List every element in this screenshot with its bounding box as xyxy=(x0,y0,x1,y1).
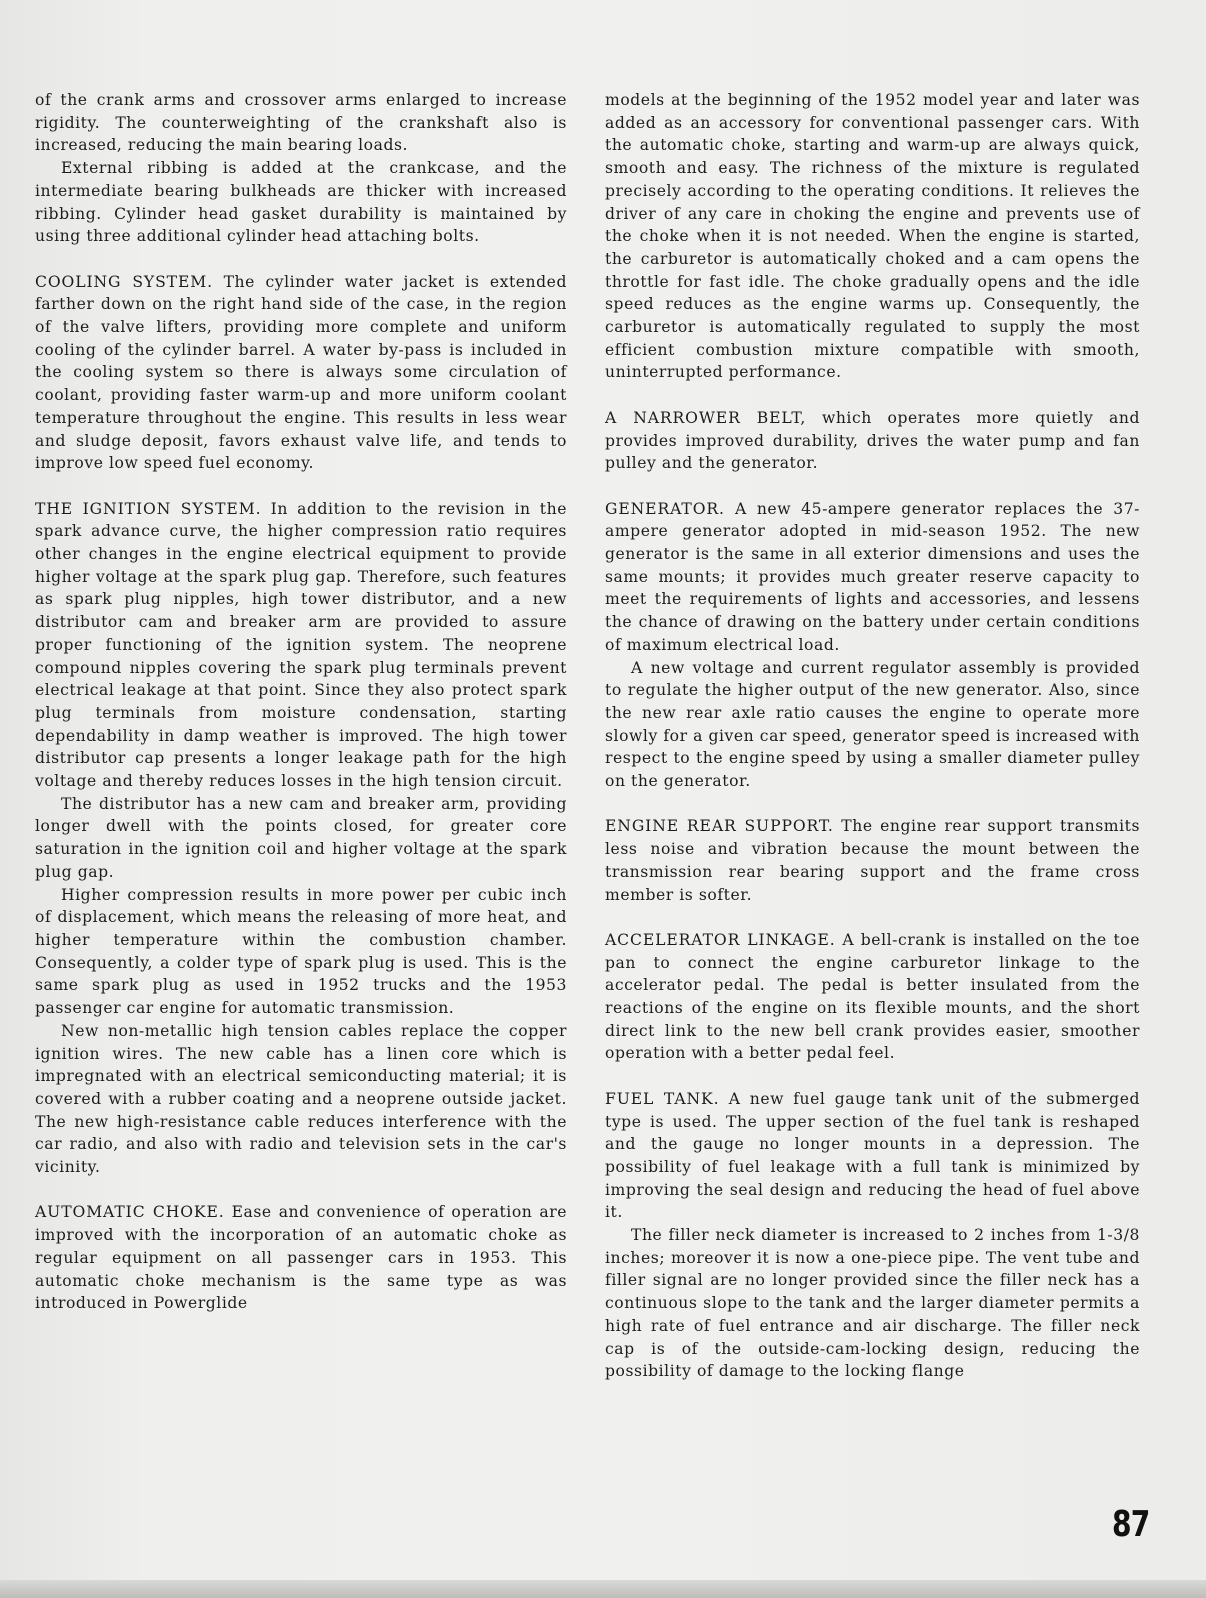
section-heading: FUEL TANK. xyxy=(605,1089,720,1108)
section-heading: AUTOMATIC CHOKE. xyxy=(35,1203,225,1222)
paragraph: A NARROWER BELT, which operates more quietly and provides improved durability, drives the water pump and fan pulley and the generator. xyxy=(605,408,1140,473)
section-heading: ACCELERATOR LINKAGE. xyxy=(605,930,836,949)
paragraph: GENERATOR. A new 45-ampere generator replaces the 37-ampere generator adopted in mid-season 1952. The new generator is the same in all exterior dimensions and uses the same mounts; it provides much greater reserve capacity to meet the requirements of lights and accessories, and lessens the chance of drawing on the battery under certain conditions of maximum electrical load. xyxy=(605,499,1140,654)
right-text-column xyxy=(605,89,1140,1383)
paragraph: ACCELERATOR LINKAGE. A bell-crank is installed on the toe pan to connect the engine carburetor linkage to the accelerator pedal. The pedal is better insulated from the reactions of the engine on its flexible mounts, and the short direct link to the new bell crank provides easier, smoother operation with a better pedal feel. xyxy=(605,930,1140,1063)
section-heading: COOLING SYSTEM. xyxy=(35,272,213,291)
paragraph: AUTOMATIC CHOKE. Ease and convenience of operation are improved with the incorporation of an automatic choke as regular equipment on all passenger cars in 1953. This automatic choke mechanism is the same type as was introduced in Powerglide xyxy=(35,1203,567,1313)
paragraph: The distributor has a new cam and breaker arm, providing longer dwell with the points closed, for greater core saturation in the ignition coil and higher voltage at the spark plug gap. xyxy=(35,794,567,881)
paragraph: External ribbing is added at the crankcase, and the intermediate bearing bulkheads are thicker with increased ribbing. Cylinder head gasket durability is maintained by using three additional cylinder head attaching bolts. xyxy=(35,159,567,246)
section-heading: GENERATOR. xyxy=(605,499,725,518)
paragraph: COOLING SYSTEM. The cylinder water jacket is extended farther down on the right hand side of the case, in the region of the valve lifters, providing more complete and uniform cooling of the cylinder barrel. A water by-pass is included in the cooling system so there is always some circulation of coolant, providing faster warm-up and more uniform coolant temperature throughout the engine. This results in less wear and sludge deposit, favors exhaust valve life, and tends to improve low speed fuel economy. xyxy=(35,272,567,473)
paragraph: FUEL TANK. A new fuel gauge tank unit of the submerged type is used. The upper section of the fuel tank is reshaped and the gauge no longer mounts in a depression. The possibility of fuel leakage with a full tank is minimized by improving the seal design and reducing the head of fuel above it. xyxy=(605,1089,1141,1222)
section-heading: A NARROWER BELT, xyxy=(605,408,807,427)
paragraph: A new voltage and current regulator assembly is provided to regulate the higher output of the new generator. Also, since the new rear axle ratio causes the engine to operate more slowly for a given car speed, generator speed is increased with respect to the engine speed by using a smaller diameter pulley on the generator. xyxy=(605,658,1140,791)
section-heading: THE IGNITION SYSTEM. xyxy=(35,499,262,518)
page-number: 87 xyxy=(1112,1504,1150,1545)
paragraph: THE IGNITION SYSTEM. In addition to the revision in the spark advance curve, the higher compression ratio requires other changes in the engine electrical equipment to provide higher voltage at the spark plug gap. Therefore, such features as spark plug nipples, high tower distributor, and a new distributor cam and breaker arm are provided to assure proper functioning of the ignition system. The neoprene compound nipples covering the spark plug terminals prevent electrical leakage at that point. Since they also protect spark plug terminals from moisture condensation, starting dependability in damp weather is improved. The high tower distributor cap presents a longer leakage path for the high voltage and thereby reduces losses in the high tension circuit. xyxy=(35,499,567,791)
paragraph: models at the beginning of the 1952 model year and later was added as an accessory for conventional passenger cars. With the automatic choke, starting and warm-up are always quick, smooth and easy. The richness of the mixture is regulated precisely according to the operating conditions. It relieves the driver of any care in choking the engine and prevents use of the choke when it is not needed. When the engine is started, the carburetor is automatically choked and a cam opens the throttle for fast idle. The choke gradually opens and the idle speed reduces as the engine warms up. Consequently, the carburetor is automatically regulated to supply the most efficient combustion mixture compatible with smooth, uninterrupted performance. xyxy=(605,91,1140,382)
paragraph: The filler neck diameter is increased to 2 inches from 1-3/8 inches; moreover it is now a one-piece pipe. The vent tube and filler signal are no longer provided since the filler neck has a continuous slope to the tank and the larger diameter permits a high rate of fuel entrance and air discharge. The filler neck cap is of the outside-cam-locking design, reducing the possibility of damage to the locking flange xyxy=(605,1226,1140,1381)
section-heading: ENGINE REAR SUPPORT. xyxy=(605,817,834,836)
paragraph: New non-metallic high tension cables replace the copper ignition wires. The new cable has a linen core which is impregnated with an electrical semiconducting material; it is covered with a rubber coating and a neoprene outside jacket. The new high-resistance cable reduces interference with the car radio, and also with radio and television sets in the car's vicinity. xyxy=(35,1021,567,1177)
paragraph: ENGINE REAR SUPPORT. The engine rear support transmits less noise and vibration because the mount between the transmission rear bearing support and the frame cross member is softer. xyxy=(605,817,1140,904)
paragraph: Higher compression results in more power per cubic inch of displacement, which means the releasing of more heat, and higher temperature within the combustion chamber. Consequently, a colder type of spark plug is used. This is the same spark plug as used in 1952 trucks and the 1953 passenger car engine for automatic transmission. xyxy=(35,885,567,1018)
paragraph: of the crank arms and crossover arms enlarged to increase rigidity. The counterweighting of the crankshaft also is increased, reducing the main bearing loads. xyxy=(35,91,567,155)
scan-edge-shadow xyxy=(0,1580,1206,1598)
left-text-column xyxy=(35,89,567,1315)
